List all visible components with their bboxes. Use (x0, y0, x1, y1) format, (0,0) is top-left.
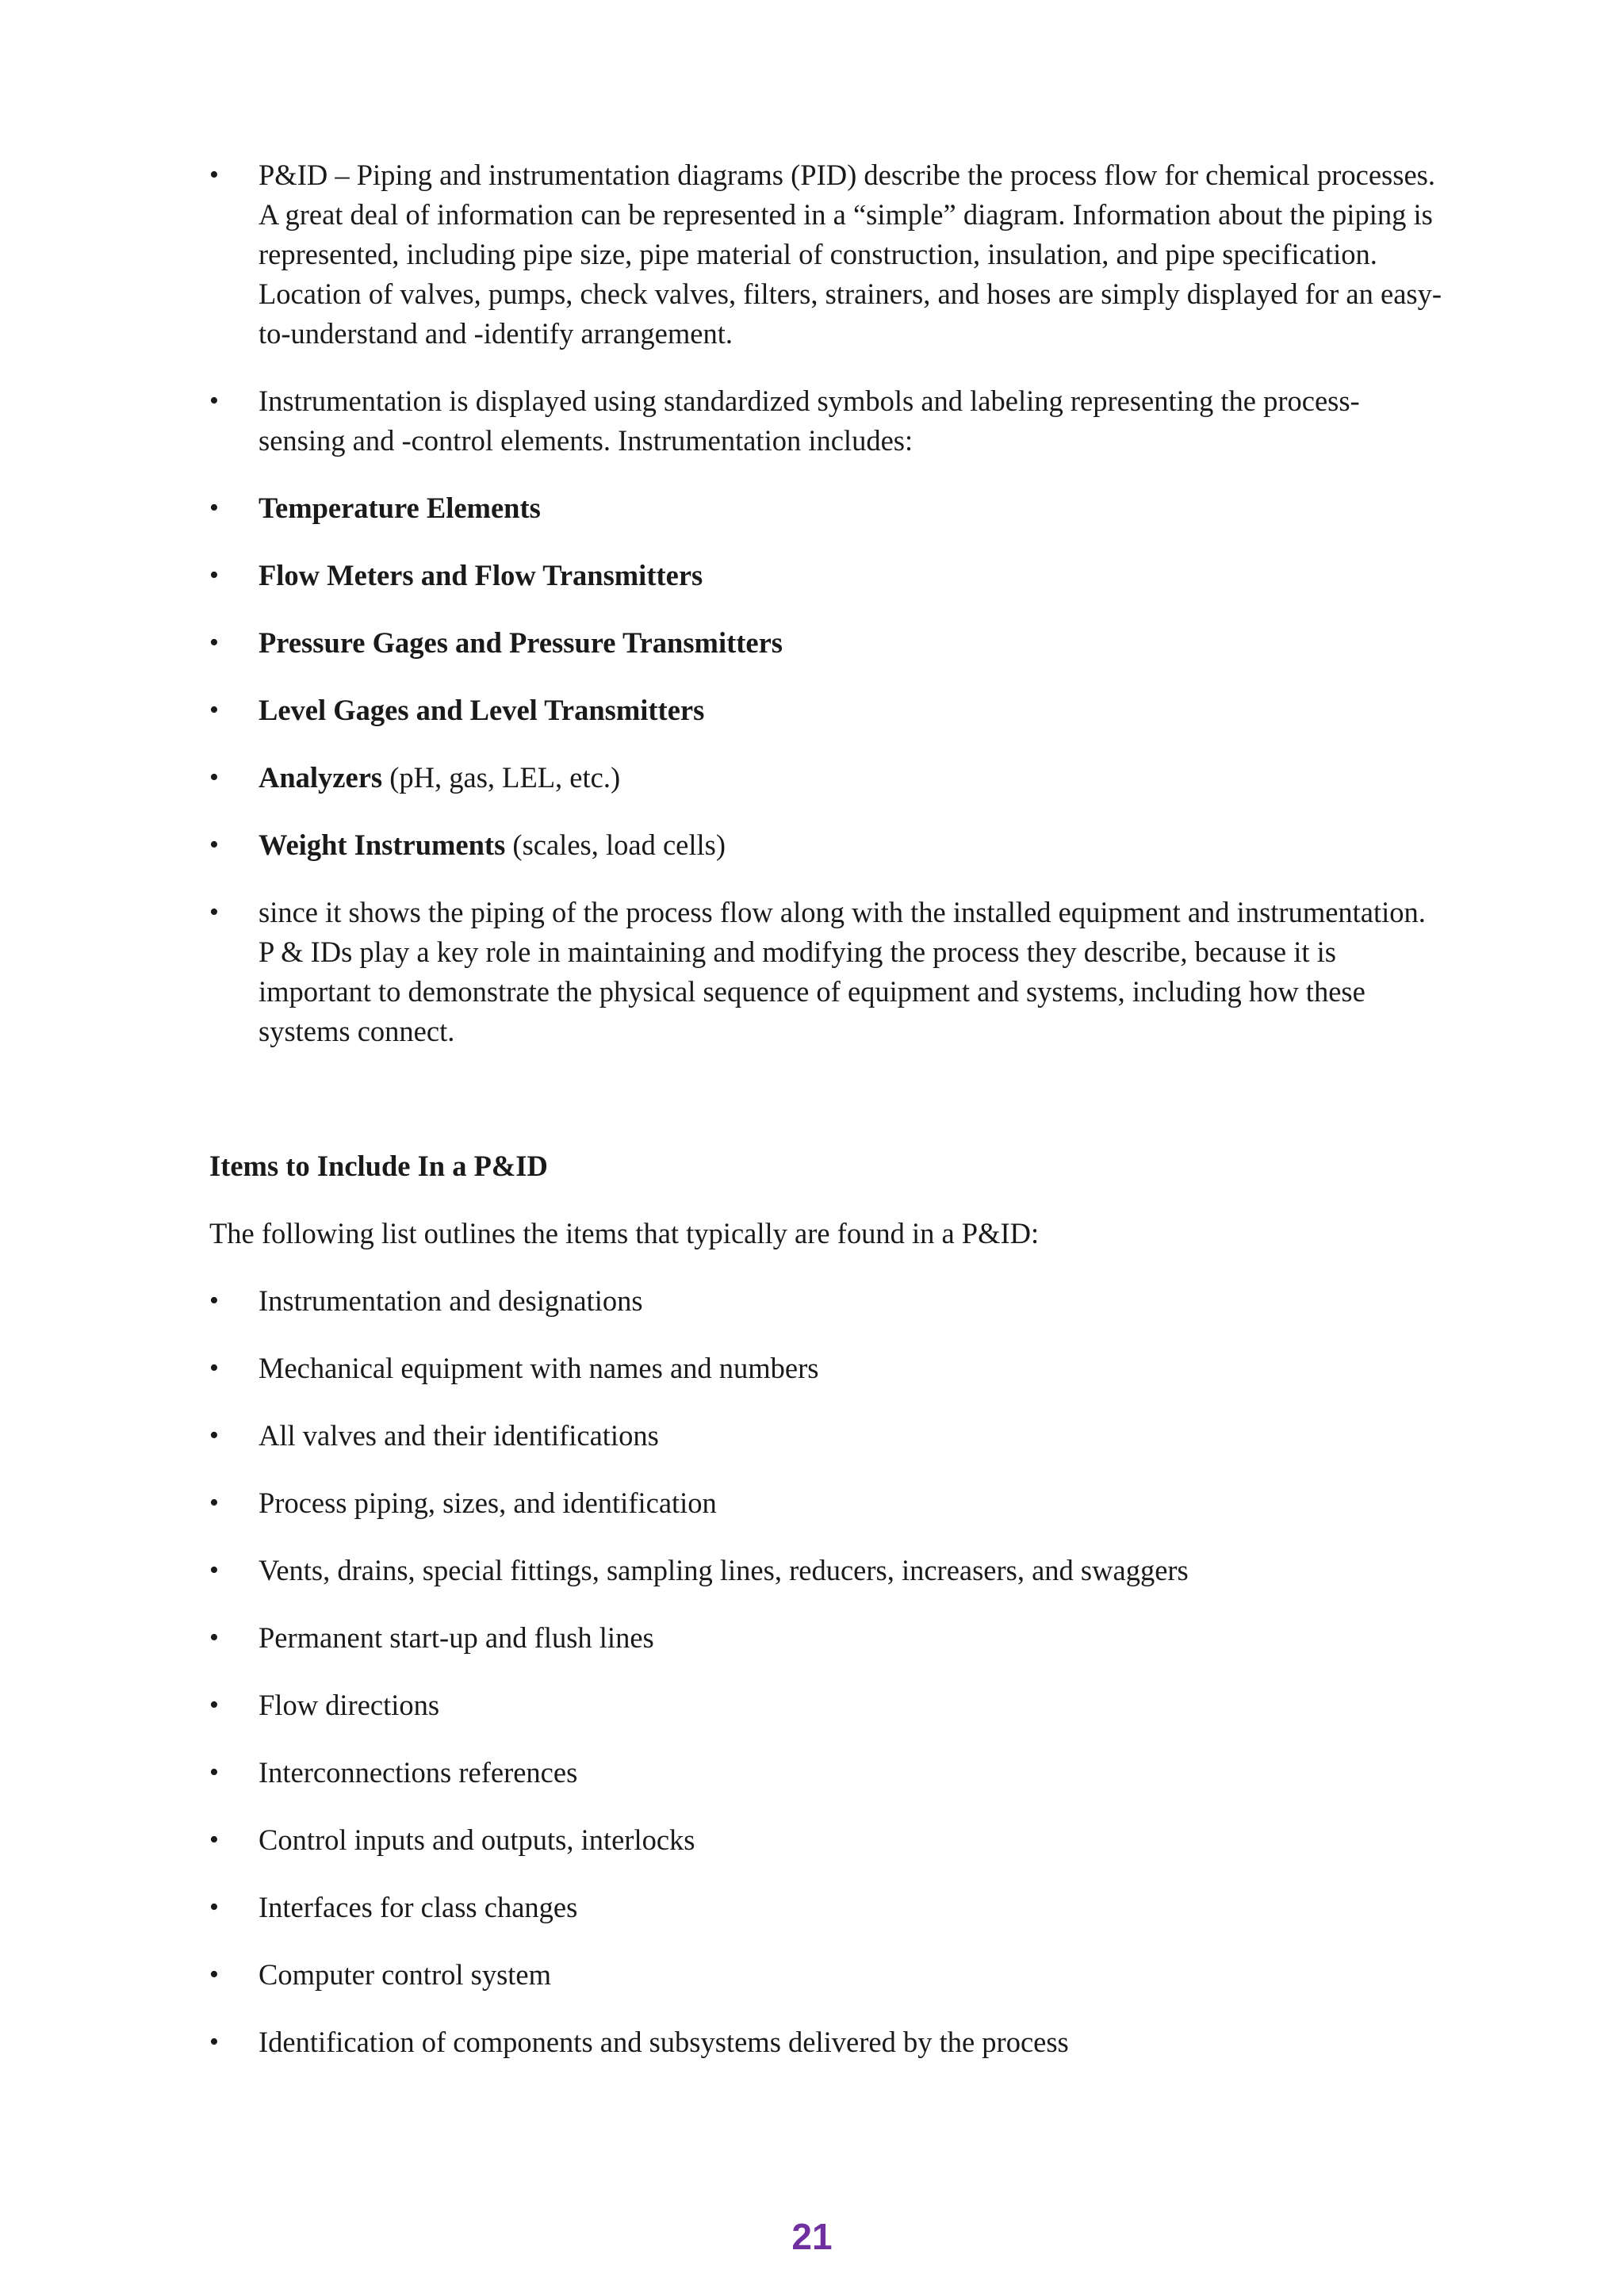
item-bold-text: Level Gages and Level Transmitters (259, 694, 705, 726)
list-item: • Control inputs and outputs, interlocks (209, 1820, 1446, 1860)
item-text: (pH, gas, LEL, etc.) (382, 761, 621, 794)
item-text: since it shows the piping of the process flow along with the installed equipment and instrumentation. P & IDs play a key role in maintaining and modifying the process they describe, because it is important to demonstrate the physical sequence of equipment and systems, including how these systems connect. (259, 896, 1426, 1047)
list-item: • Interconnections references (209, 1753, 1446, 1793)
item-text: Instrumentation is displayed using standardized symbols and labeling representing the process-sensing and -control elements. Instrumentation includes: (259, 385, 1360, 457)
list-item (209, 155, 1446, 354)
list-item (209, 556, 1446, 595)
item-bold-text: Weight Instruments (259, 828, 506, 861)
list-item: • Mechanical equipment with names and numbers (209, 1349, 1446, 1388)
item-bold-text: Temperature Elements (259, 492, 541, 524)
item-text: P&ID – Piping and instrumentation diagrams (PID) describe the process flow for chemical processes. A great deal of information can be represented in a “simple” diagram. Information about the piping is represented, including pipe size, pipe material of construction, insulation, and pipe specification. Location of valves, pumps, check valves, filters, strainers, and hoses are simply displayed for an easy-to-understand and -identify arrangement. (259, 159, 1442, 350)
list-item (209, 825, 1446, 865)
item-bold-text: Flow Meters and Flow Transmitters (259, 559, 703, 591)
page-number: 21 (791, 2216, 833, 2257)
item-text: (scales, load cells) (505, 828, 726, 861)
list-item: • Process piping, sizes, and identification (209, 1483, 1446, 1523)
list-item (209, 488, 1446, 528)
list-item: • Interfaces for class changes (209, 1888, 1446, 1927)
pid-items-list (209, 1281, 1446, 2062)
section-intro: The following list outlines the items that typically are found in a P&ID: (209, 1217, 1040, 1249)
page-content (209, 155, 1446, 2090)
list-item (209, 623, 1446, 663)
list-item: • Computer control system (209, 1955, 1446, 1995)
list-item: • Permanent start-up and flush lines (209, 1618, 1446, 1658)
list-item: • All valves and their identifications (209, 1416, 1446, 1456)
list-item: • Flow directions (209, 1686, 1446, 1725)
intro-bullet-list (209, 155, 1446, 1051)
item-bold-text: Analyzers (259, 761, 383, 794)
list-item (209, 758, 1446, 798)
list-item (209, 691, 1446, 730)
item-bold-text: Pressure Gages and Pressure Transmitters (259, 626, 783, 659)
list-item: • Vents, drains, special fittings, sampling lines, reducers, increasers, and swaggers (209, 1551, 1446, 1590)
section-spacer (209, 1079, 1446, 1146)
section-heading: Items to Include In a P&ID (209, 1150, 548, 1182)
list-item: • Identification of components and subsystems delivered by the process (209, 2022, 1446, 2062)
list-item (209, 381, 1446, 461)
list-item (209, 893, 1446, 1051)
list-item: • Instrumentation and designations (209, 1281, 1446, 1321)
